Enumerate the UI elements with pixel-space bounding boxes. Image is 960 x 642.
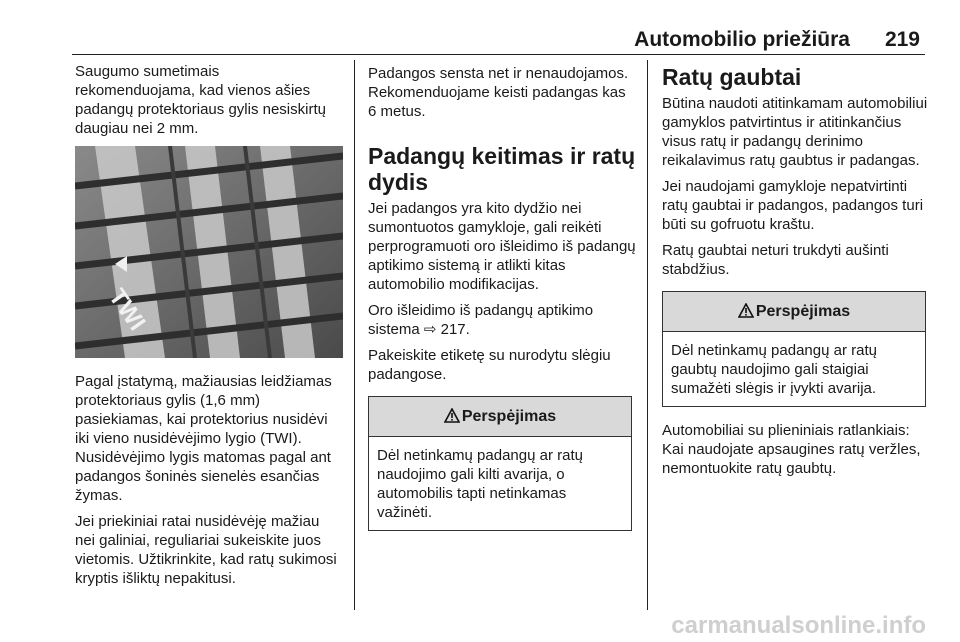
column-right — [662, 64, 930, 485]
section-heading: Ratų gaubtai — [662, 64, 802, 90]
paragraph: Pakeiskite etiketę su nurodytu slėgiu padangose. — [368, 347, 611, 383]
section-heading: Padangų keitimas ir ratų dydis — [368, 143, 636, 195]
column-left — [75, 62, 343, 595]
warning-box — [662, 291, 926, 407]
warning-text: Dėl netinkamų padangų ar ratų gaubtų naudojimo gali staigiai sumažėti slėgis ir įvykti avarija. — [671, 342, 877, 397]
page-ref-icon: ⇨ — [423, 321, 437, 338]
warning-header — [369, 397, 631, 437]
page-number: 219 — [884, 28, 920, 51]
watermark: carmanualsonline.info — [671, 612, 926, 639]
paragraph: Automobiliai su plieniniais ratlankiais: Kai naudojate apsaugines ratų veržles, nemontuokite ratų gaubtų. — [662, 422, 921, 477]
column-middle — [368, 64, 636, 545]
warning-header — [663, 292, 925, 332]
twi-label: TWI — [103, 284, 151, 336]
paragraph-text: Oro išleidimo iš padangų aptikimo sistema — [368, 302, 594, 338]
paragraph: Ratų gaubtai neturi trukdyti aušinti stabdžius. — [662, 242, 889, 278]
paragraph: Jei priekiniai ratai nusidėvėję mažiau nei galiniai, reguliariai sukeiskite juos vietomis. Užtikrinkite, kad ratų sukimosi kryptis išliktų nepakitusi. — [75, 513, 337, 587]
page-header — [0, 0, 960, 60]
paragraph: Būtina naudoti atitinkamam automobiliui gamyklos patvirtintus ir atitinkančius visus ratų ir padangų derinimo reikalavimus ratų gaubtus ir padangas. — [662, 95, 928, 169]
warning-text: Dėl netinkamų padangų ar ratų naudojimo gali kilti avarija, o automobilis tapti netinkamas važinėti. — [377, 447, 583, 521]
column-divider — [354, 60, 355, 610]
paragraph — [368, 301, 636, 339]
warning-title: Perspėjimas — [461, 408, 557, 425]
warning-box — [368, 396, 632, 531]
paragraph: Jei naudojami gamykloje nepatvirtinti ratų gaubtai ir padangos, padangos turi būti su gofruotu kraštu. — [662, 178, 924, 233]
paragraph: Jei padangos yra kito dydžio nei sumontuotos gamykloje, gali reikėti perprogramuoti oro išleidimo iš padangų aptikimo sistemą ir atlikti kitas automobilio modifikacijas. — [368, 200, 636, 293]
section-title: Automobilio priežiūra — [634, 28, 850, 51]
tire-tread-figure — [75, 146, 343, 358]
column-divider — [647, 60, 648, 610]
paragraph: Pagal įstatymą, mažiausias leidžiamas protektoriaus gylis (1,6 mm) pasiekiamas, kai protektorius nusidėvi iki vieno nusidėvėjimo lygio (TWI). Nusidėvėjimo lygis matomas pagal ant padangos šoninės sienelės esančias žymas. — [75, 373, 332, 504]
warning-triangle-icon — [738, 303, 754, 318]
page-reference[interactable]: 217. — [440, 321, 470, 338]
paragraph: Saugumo sumetimais rekomenduojama, kad vienos ašies padangų protektoriaus gylis nesiskirtų daugiau nei 2 mm. — [75, 63, 326, 137]
warning-title: Perspėjimas — [755, 303, 851, 320]
header-rule — [72, 54, 925, 55]
warning-triangle-icon — [444, 408, 460, 423]
paragraph: Padangos sensta net ir nenaudojamos. Rekomenduojame keisti padangas kas 6 metus. — [368, 65, 629, 120]
